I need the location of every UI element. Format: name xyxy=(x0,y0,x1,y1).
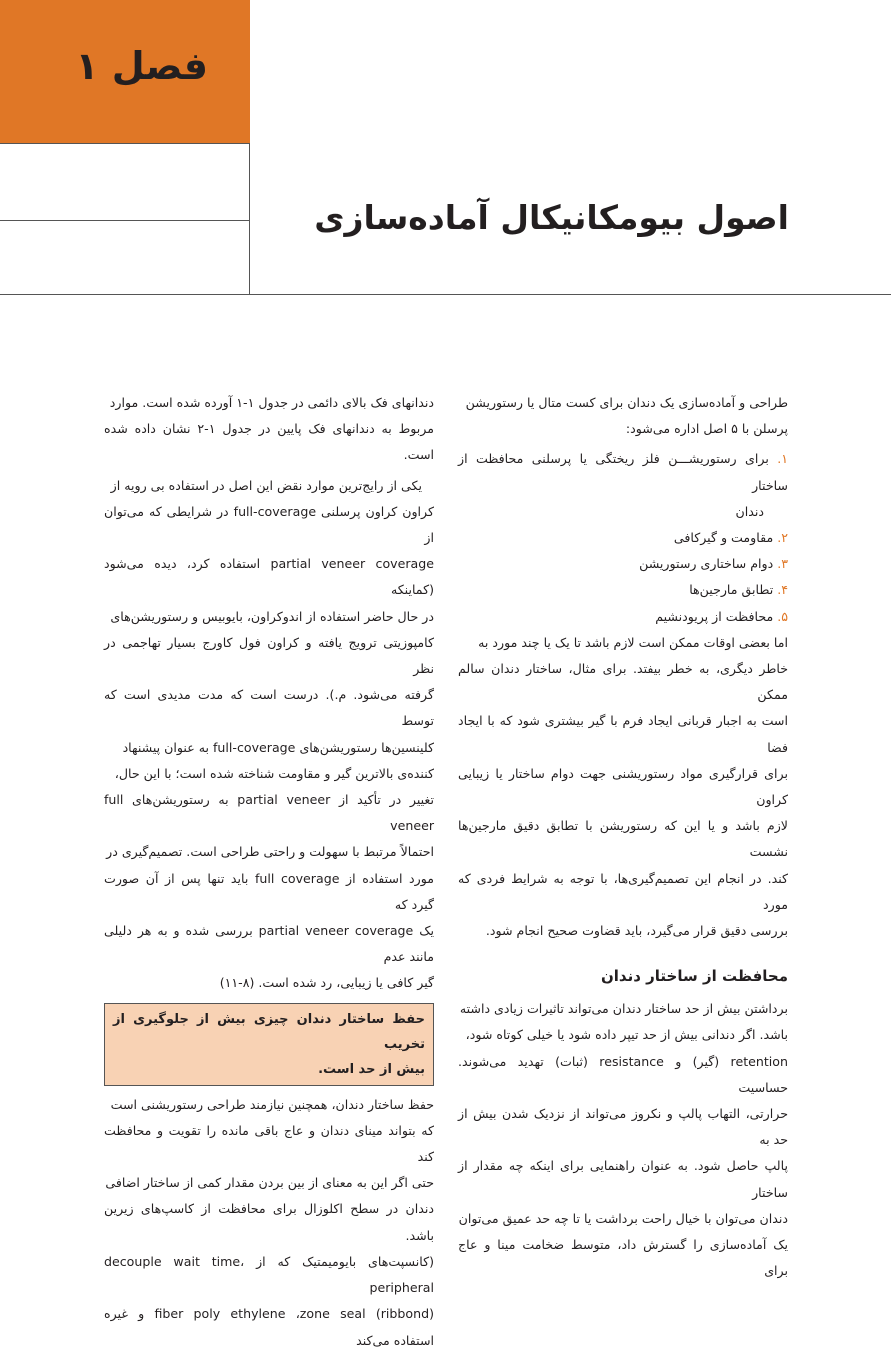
paragraph-line: مربوط به دندانهای فک پایین در جدول ۱-۲ نشان داده شده است. xyxy=(104,421,434,463)
callout-box xyxy=(104,1003,434,1086)
paragraph-line: برای قرارگیری مواد رستوریشنی جهت دوام ساختار یا زیبایی کراون xyxy=(458,765,788,808)
paragraph-line: دندان می‌توان با خیال راحت برداشت یا تا چه حد عمیق می‌توان xyxy=(458,1210,788,1226)
list-item xyxy=(458,577,788,603)
list-text: دوام ساختاری رستوریشن xyxy=(639,556,774,572)
callout-line: بیش از حد است. xyxy=(318,1061,425,1077)
divider xyxy=(0,294,891,295)
paragraph-line: حتی اگر این به معنای از بین بردن مقدار کمی از ساختار اضافی xyxy=(105,1175,434,1191)
paragraph-line: fiber poly ethylene ،zone seal (ribbond) و غیره استفاده می‌کند xyxy=(104,1306,434,1348)
paragraph-line: کند. در انجام این تصمیم‌گیری‌ها، با توجه به شرایط فردی که مورد xyxy=(458,870,788,912)
paragraph-line: گیر کافی یا زیبایی، رد شده است. (۸-۱۱) xyxy=(219,975,434,991)
list-item-continuation xyxy=(458,499,788,525)
divider xyxy=(249,143,250,295)
list-item xyxy=(458,446,788,498)
paragraph-line: retention (گیر) و resistance (ثبات) تهدید می‌شوند. حساسیت xyxy=(458,1053,788,1095)
chapter-title: اصول بیومکانیکال آماده‌سازی xyxy=(314,198,789,237)
paragraph-line: است به اجبار قربانی ایجاد فرم با گیر بیشتری شود که با ایجاد فضا xyxy=(458,713,788,755)
paragraph-line: برداشتن بیش از حد ساختار دندان می‌تواند تاثیرات زیادی داشته xyxy=(459,1001,788,1017)
paragraph-line: یکی از رایج‌ترین موارد نقض این اصل در استفاده بی رویه از xyxy=(110,477,422,493)
paragraph-line: خاطر دیگری، به خطر بیفتد. برای مثال، ساختار دندان سالم ممکن xyxy=(458,661,788,703)
paragraph-line: یک آماده‌سازی را گسترش داد، متوسط ضخامت مینا و عاج برای xyxy=(458,1237,788,1279)
paragraph-line: کراون کراون پرسلنی full-coverage در شرایطی که می‌توان از xyxy=(104,503,434,546)
chapter-label: فصل ۱ xyxy=(75,44,208,88)
paragraph-line: اما بعضی اوقات ممکن است لازم باشد تا یک یا چند مورد به xyxy=(478,634,788,650)
paragraph-line: یک partial veneer coverage بررسی شده و به هر دلیلی مانند عدم xyxy=(104,923,434,965)
paragraph-line: کلینسین‌ها رستوریشن‌های full-coverage به عنوان پیشنهاد xyxy=(122,739,434,755)
list-number: ۴. xyxy=(777,582,788,598)
list-text: برای رستوریشـــن فلز ریختگی یا پرسلنی محافظت از ساختار xyxy=(458,451,788,493)
list-item xyxy=(458,604,788,630)
paragraph-line: دندانهای فک بالای دائمی در جدول ۱-۱ آورده شده است. موارد xyxy=(109,395,434,410)
list-text: محافظت از پریودنشیم xyxy=(655,608,774,624)
list-item xyxy=(458,525,788,551)
list-text: تطابق مارجین‌ها xyxy=(689,582,774,598)
paragraph-line: کننده‌ی بالاترین گیر و مقاومت شناخته شده است؛ با این حال، xyxy=(114,765,434,781)
paragraph-line: پرسلن با ۵ اصل اداره می‌شود: xyxy=(625,421,788,437)
list-text: دندان xyxy=(735,503,764,519)
paragraph-line: که بتواند مینای دندان و عاج باقی مانده را تقویت و محافظت کند xyxy=(104,1122,434,1165)
paragraph-line: حرارتی، التهاب پالپ و نکروز می‌تواند از نزدیک شدن بیش از حد به xyxy=(458,1106,788,1148)
right-column xyxy=(458,390,788,1285)
paragraph-line: تغییر در تأکید از partial veneer به رستوریشن‌های full veneer xyxy=(104,792,434,834)
paragraph-line: بررسی دقیق قرار می‌گیرد، باید قضاوت صحیح انجام شود. xyxy=(485,923,788,939)
paragraph-line: لازم باشد و یا این که رستوریشن با تطابق دقیق مارجین‌ها نشست xyxy=(458,818,788,860)
principle-list xyxy=(458,446,788,629)
divider xyxy=(0,220,250,221)
paragraph-line: احتمالاً مرتبط با سهولت و راحتی طراحی است. تصمیم‌گیری در xyxy=(106,844,434,860)
list-number: ۳. xyxy=(777,556,788,572)
chapter-banner xyxy=(0,0,250,143)
paragraph-line: باشد. اگر دندانی بیش از حد تیپر داده شود یا خیلی کوتاه شود، xyxy=(465,1027,788,1043)
section-heading: محافظت از ساختار دندان xyxy=(600,967,788,986)
paragraph-line: طراحی و آماده‌سازی یک دندان برای کست متال یا رستوریشن xyxy=(465,395,788,410)
list-item xyxy=(458,551,788,577)
list-text: مقاومت و گیرکافی xyxy=(673,530,774,546)
left-column xyxy=(104,390,434,1354)
list-number: ۵. xyxy=(777,608,788,624)
paragraph-line: (کانسپت‌های بایومیمتیک که از decouple wait time، peripheral xyxy=(104,1253,434,1296)
paragraph-line: مورد استفاده از full coverage باید تنها پس از آن صورت گیرد که xyxy=(104,870,434,912)
paragraph-line: پالپ حاصل شود. به عنوان راهنمایی برای اینکه چه مقدار از ساختار xyxy=(458,1158,788,1200)
paragraph-line: حفظ ساختار دندان، همچنین نیازمند طراحی رستوریشنی است xyxy=(110,1096,434,1112)
list-number: ۲. xyxy=(777,530,788,546)
divider xyxy=(0,143,250,144)
paragraph-line: کامپوزیتی ترویج یافته و کراون فول کاورج بسیار تهاجمی در نظر xyxy=(104,634,434,677)
callout-line: حفظ ساختار دندان چیزی بیش از جلوگیری از تخریب xyxy=(113,1011,425,1052)
paragraph-line: در حال حاضر استفاده از اندوکراون، بایوبیس و رستوریشن‌های xyxy=(110,608,434,624)
paragraph-line: partial veneer coverage استفاده کرد، دیده می‌شود (کماینکه xyxy=(104,556,434,598)
list-number: ۱. xyxy=(777,451,788,467)
paragraph-line: دندان در سطح اکلوزال برای محافظت از کاسپ‌های زیرین باشد. xyxy=(104,1201,434,1243)
paragraph-line: گرفته می‌شود. م.). درست است که مدت مدیدی است که توسط xyxy=(104,687,434,729)
